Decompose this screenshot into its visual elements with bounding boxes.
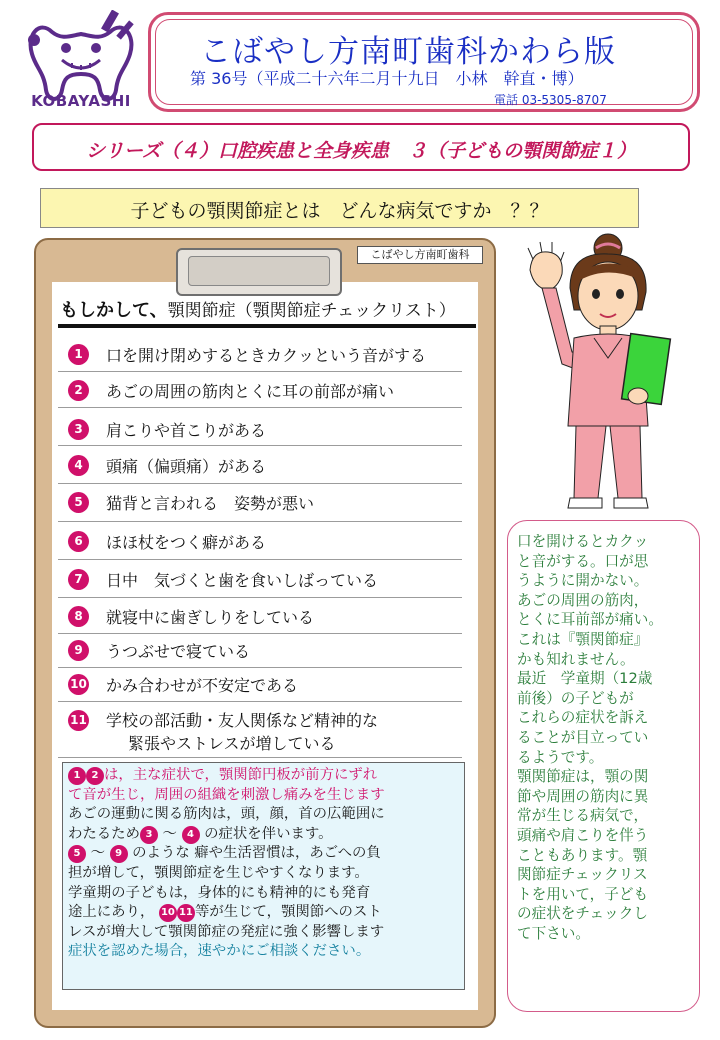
checklist-title-underline: [58, 324, 476, 328]
explanation-span: のような 癖や生活習慣は，あごへの負: [132, 845, 381, 862]
note-line: こともあります。顎: [517, 846, 648, 864]
item-number-badge: 2: [68, 380, 89, 401]
checklist-item: [58, 446, 462, 484]
note-line: 頭痛や肩こりを伴う: [517, 826, 649, 844]
nurse-illustration: [508, 226, 698, 516]
note-line: て下さい。: [517, 924, 590, 942]
note-line: と音がする。口が思: [517, 552, 649, 570]
item-number-badge: 7: [68, 569, 89, 590]
note-text: [517, 532, 697, 943]
item-number-badge: 4: [68, 455, 89, 476]
item-number-badge: 6: [68, 531, 89, 552]
item-text: 就寝中に歯ぎしりをしている: [106, 608, 315, 627]
num-badge: 3: [140, 826, 158, 844]
explanation-line: あごの運動に関る筋肉は，頭，顔，首の広範囲に: [68, 806, 385, 823]
checklist-item: [58, 634, 462, 668]
item-text-line2: 緊張やストレスが増している: [128, 734, 336, 753]
checklist-item: [58, 522, 462, 560]
explanation-line: て音が生じ，周囲の組織を刺激し痛みを生じます: [68, 786, 385, 803]
logo-text: KOBAYASHI: [31, 92, 131, 110]
item-number-badge: 3: [68, 419, 89, 440]
checklist-title-main: 顎関節症（顎関節症チェックリスト）: [167, 301, 456, 321]
note-line: 口を開けるとカクッ: [517, 533, 649, 550]
note-line: あごの周囲の筋肉，: [517, 591, 649, 609]
issue-line: 第 36号（平成二十六年二月十九日 小林 幹直・博）: [190, 69, 584, 88]
clinic-tag: こばやし方南町歯科: [357, 246, 483, 264]
item-text: 日中 気づくと歯を食いしばっている: [106, 571, 379, 590]
item-text: うつぶせで寝ている: [106, 642, 251, 661]
num-badge: 1: [68, 767, 86, 785]
item-text: あごの周囲の筋肉とくに耳の前部が痛い: [106, 382, 395, 401]
explanation-line: レスが増大して顎関節症の発症に強く影響します: [68, 923, 385, 940]
note-line: とくに耳前部が痛い。: [517, 611, 663, 629]
series-title: シリーズ（４）口腔疾患と全身疾患 ３（子どもの顎関節症１）: [85, 140, 637, 162]
checklist-item: [58, 702, 462, 758]
checklist-item: [58, 668, 462, 702]
explanation-span: 等が生じて，顎関節へのスト: [194, 904, 382, 921]
note-line: かも知れません。: [517, 650, 635, 668]
note-line: の症状をチェックし: [517, 905, 648, 923]
item-number-badge: 8: [68, 606, 89, 627]
note-line: るようです。: [517, 748, 604, 766]
explanation-span: 途上にあり，: [68, 904, 155, 921]
note-line: ることが目立ってい: [517, 728, 649, 746]
checklist-item: [58, 372, 462, 408]
num-badge: 11: [177, 904, 195, 922]
num-badge: 4: [182, 826, 200, 844]
checklist-title: [60, 296, 470, 322]
explanation-span: の症状を伴います。: [204, 825, 333, 842]
note-line: 顎関節症は，顎の関: [517, 768, 649, 786]
explanation-line: [68, 903, 463, 923]
item-text: ほほ杖をつく癖がある: [106, 533, 267, 552]
checklist-item: [58, 560, 462, 598]
item-number-badge: 5: [68, 492, 89, 513]
num-badge: 10: [159, 904, 177, 922]
item-text: かみ合わせが不安定である: [106, 676, 299, 695]
explanation-span: わたるため: [68, 825, 140, 842]
explanation-span: ～: [162, 825, 177, 842]
checklist-item: [58, 408, 462, 446]
explanation-line: 学童期の子どもは，身体的にも精神的にも発育: [68, 884, 371, 901]
explanation-text: [68, 766, 463, 962]
note-line: 常が生じる病気で，: [517, 807, 649, 825]
question-title: 子どもの顎関節症とは どんな病気ですか ？？: [130, 200, 549, 222]
note-line: 前後）の子どもが: [517, 689, 634, 707]
item-text: 猫背と言われる 姿勢が悪い: [106, 494, 315, 513]
explanation-line: [68, 844, 463, 864]
note-line: 関節症チェックリス: [517, 866, 648, 884]
note-line: トを用いて，子ども: [517, 885, 649, 903]
item-number-badge: 11: [68, 710, 89, 731]
checklist-item: [58, 484, 462, 522]
note-line: これは『顎関節症』: [517, 630, 649, 648]
item-number-badge: 10: [68, 674, 89, 695]
item-text: 口を開け閉めするときカクッという音がする: [106, 346, 427, 365]
num-badge: 9: [110, 845, 128, 863]
explanation-line: [68, 825, 463, 845]
explanation-span: ～: [90, 845, 105, 862]
note-line: うように開かない。: [517, 572, 649, 590]
explanation-span: は，主な症状で，顎関節円板が前方にずれ: [104, 767, 378, 783]
note-line: 節や周囲の筋肉に異: [517, 787, 649, 805]
checklist-item: [58, 598, 462, 634]
checklist-title-prefix: もしかして、: [60, 300, 168, 321]
phone-number: 電話 03-5305-8707: [494, 93, 607, 107]
note-line: これらの症状を訴え: [517, 709, 649, 727]
item-text: 肩こりや首こりがある: [106, 421, 267, 440]
note-line: 最近 学童期（12歳: [517, 670, 653, 688]
explanation-line: [68, 766, 463, 786]
explanation-line: 担が増して，顎関節症を生じやすくなります。: [68, 864, 369, 881]
clipboard-clamp-inner: [188, 256, 330, 286]
page-title: こばやし方南町歯科かわら版: [200, 34, 616, 70]
item-text: 頭痛（偏頭痛）がある: [106, 457, 267, 476]
item-text: 学校の部活動・友人関係など精神的な: [106, 711, 379, 730]
explanation-line: 症状を認めた場合，速やかにご相談ください。: [68, 943, 371, 960]
item-number-badge: 9: [68, 640, 89, 661]
num-badge: 5: [68, 845, 86, 863]
item-number-badge: 1: [68, 344, 89, 365]
checklist-item: [58, 336, 462, 372]
num-badge: 2: [86, 767, 104, 785]
